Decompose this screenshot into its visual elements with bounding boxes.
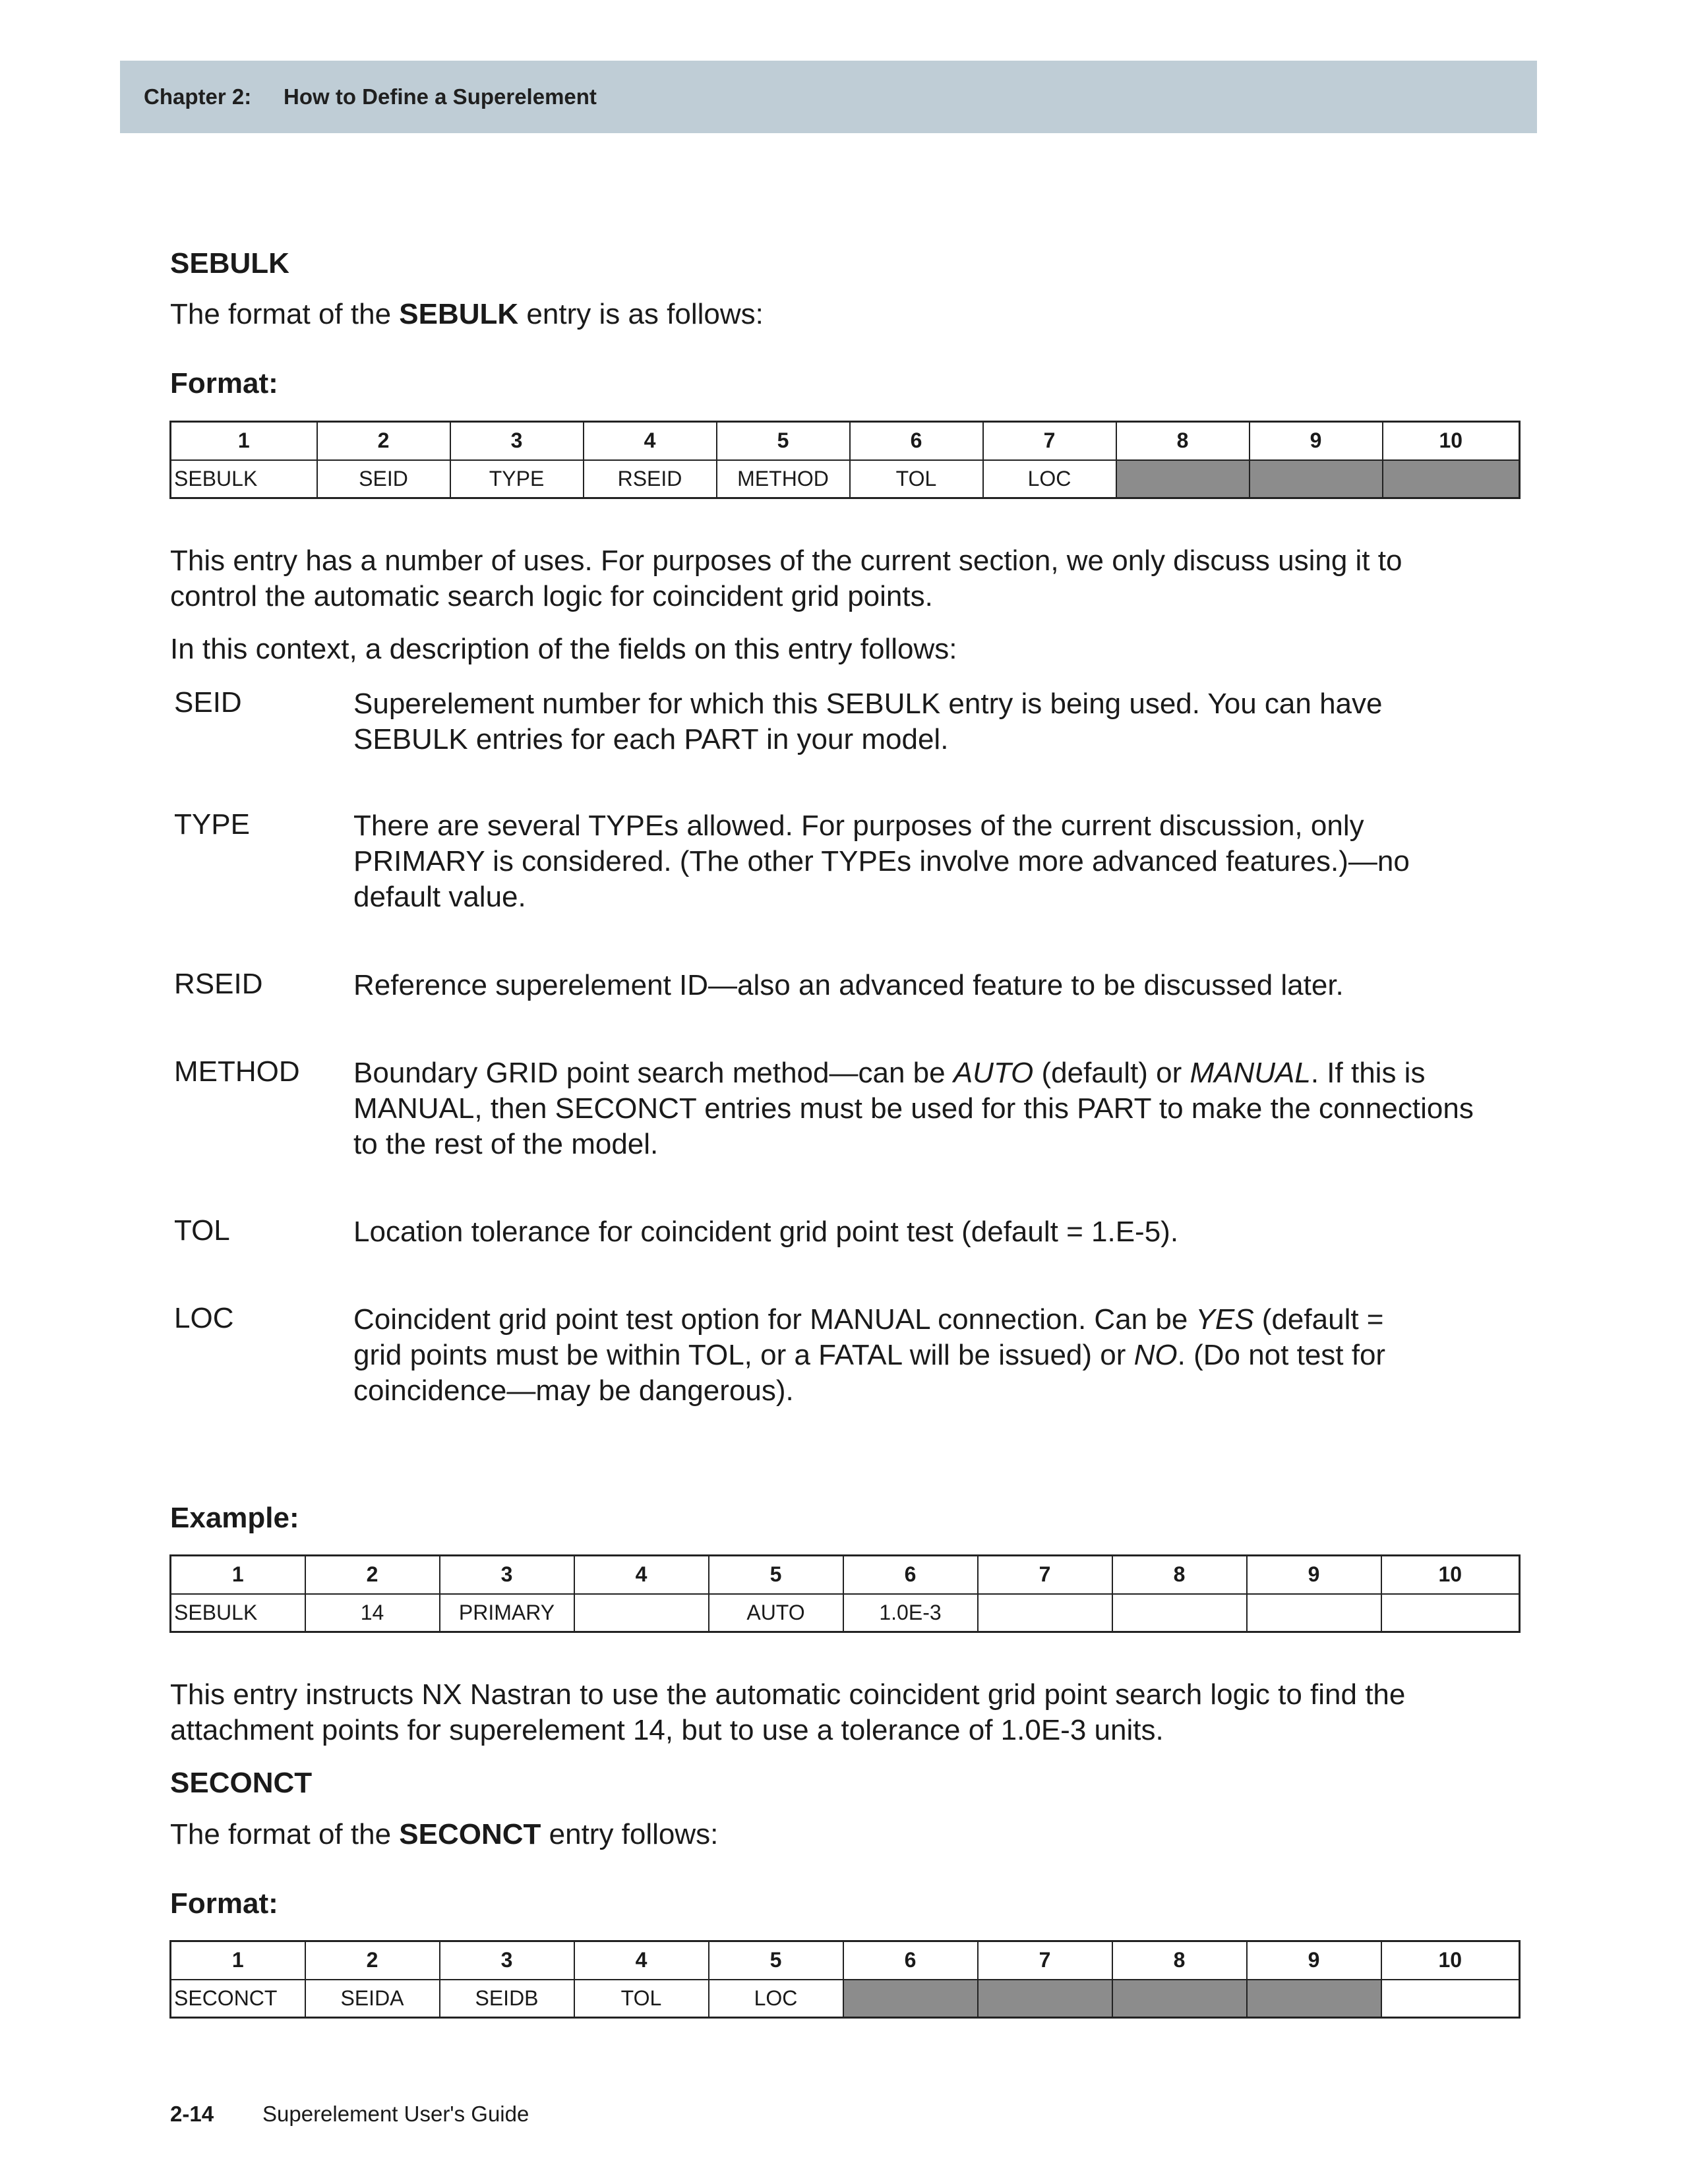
table-header-cell: 8: [1112, 1556, 1247, 1594]
table-cell: TYPE: [450, 460, 584, 498]
table-header-row: [171, 422, 1520, 460]
field-desc-method: Boundary GRID point search method—can be AUTO (default) or MANUAL. If this is MANUAL, then SECONCT entries must be used for this PART to make the connections to the rest of the model.: [353, 1057, 1474, 1160]
field-desc-loc: Coincident grid point test option for MANUAL connection. Can be YES (default = grid points must be within TOL, or a FATAL will be issued) or NO. (Do not test for coincidence—may be dangerous).: [353, 1303, 1386, 1407]
book-title: Superelement User's Guide: [262, 2102, 529, 2126]
table-header-cell: 8: [1116, 422, 1250, 460]
table-header-cell: 5: [717, 422, 850, 460]
chapter-title: How to Define a Superelement: [284, 84, 597, 109]
shaded-cell: [978, 1980, 1112, 2018]
table-header-cell: 1: [171, 1556, 305, 1594]
table-cell: AUTO: [709, 1594, 843, 1632]
table-cell: 1.0E-3: [843, 1594, 978, 1632]
sebulk-example-table: [169, 1554, 1521, 1633]
table-cell: METHOD: [717, 460, 850, 498]
sebulk-intro: The format of the SEBULK entry is as follows:: [170, 298, 764, 330]
table-cell: SEBULK: [171, 1594, 305, 1632]
table-header-cell: 1: [171, 422, 317, 460]
table-cell: LOC: [983, 460, 1116, 498]
table-header-cell: 7: [983, 422, 1116, 460]
table-cell: [1381, 1594, 1520, 1632]
table-header-cell: 2: [317, 422, 450, 460]
table-header-cell: 2: [305, 1941, 440, 1980]
table-row: [171, 1980, 1520, 2018]
table-cell: RSEID: [584, 460, 717, 498]
table-header-cell: 7: [978, 1941, 1112, 1980]
table-cell: [978, 1594, 1112, 1632]
field-name-rseid: RSEID: [174, 968, 263, 1000]
table-row: [171, 460, 1520, 498]
sebulk-format-label: Format:: [170, 367, 278, 399]
table-row: [171, 1594, 1520, 1632]
field-name-method: METHOD: [174, 1055, 300, 1088]
table-header-cell: 5: [709, 1556, 843, 1594]
seconct-heading: SECONCT: [170, 1767, 313, 1799]
sebulk-paragraph-1: This entry has a number of uses. For purposes of the current section, we only discuss using it to control the automatic search logic for coincident grid points.: [170, 545, 1402, 612]
table-header-cell: 10: [1381, 1556, 1520, 1594]
shaded-cell: [1250, 460, 1383, 498]
table-header-cell: 9: [1250, 422, 1383, 460]
table-cell: LOC: [709, 1980, 843, 2018]
shaded-cell: [1383, 460, 1520, 498]
example-explanation: This entry instructs NX Nastran to use the automatic coincident grid point search logic to find the attachment points for superelement 14, but to use a tolerance of 1.0E-3 units.: [170, 1678, 1406, 1746]
example-label: Example:: [170, 1502, 299, 1534]
table-header-row: [171, 1556, 1520, 1594]
table-cell: 14: [305, 1594, 440, 1632]
table-header-cell: 4: [584, 422, 717, 460]
table-header-cell: 4: [574, 1556, 709, 1594]
field-desc-type: There are several TYPEs allowed. For purposes of the current discussion, only PRIMARY is considered. (The other TYPEs involve more advanced features.)—no default value.: [353, 810, 1410, 913]
table-header-cell: 8: [1112, 1941, 1247, 1980]
table-cell: TOL: [574, 1980, 709, 2018]
table-header-cell: 4: [574, 1941, 709, 1980]
table-cell: SECONCT: [171, 1980, 305, 2018]
field-name-tol: TOL: [174, 1214, 230, 1247]
shaded-cell: [1112, 1980, 1247, 2018]
table-cell: SEID: [317, 460, 450, 498]
table-header-cell: 3: [440, 1556, 574, 1594]
table-header-cell: 10: [1381, 1941, 1520, 1980]
table-header-cell: 5: [709, 1941, 843, 1980]
field-desc-tol: Location tolerance for coincident grid point test (default = 1.E-5).: [353, 1216, 1179, 1248]
table-header-cell: 6: [843, 1556, 978, 1594]
table-header-cell: 3: [450, 422, 584, 460]
table-cell: [1112, 1594, 1247, 1632]
field-name-seid: SEID: [174, 686, 242, 719]
table-header-cell: 2: [305, 1556, 440, 1594]
field-desc-seid: Superelement number for which this SEBULK entry is being used. You can have SEBULK entries for each PART in your model.: [353, 688, 1383, 755]
page-number: 2-14: [170, 2102, 214, 2126]
seconct-format-table: [169, 1940, 1521, 2019]
field-desc-rseid: Reference superelement ID—also an advanced feature to be discussed later.: [353, 969, 1344, 1001]
shaded-cell: [843, 1980, 978, 2018]
table-header-cell: 6: [843, 1941, 978, 1980]
table-header-cell: 9: [1247, 1941, 1381, 1980]
seconct-format-label: Format:: [170, 1887, 278, 1920]
table-header-row: [171, 1941, 1520, 1980]
running-header: [120, 61, 1537, 133]
table-header-cell: 7: [978, 1556, 1112, 1594]
table-cell: SEBULK: [171, 460, 317, 498]
table-header-cell: 9: [1247, 1556, 1381, 1594]
sebulk-paragraph-2: In this context, a description of the fields on this entry follows:: [170, 633, 957, 665]
table-cell: [1381, 1980, 1520, 2018]
sebulk-format-table: [169, 421, 1521, 499]
table-cell: SEIDA: [305, 1980, 440, 2018]
table-header-cell: 1: [171, 1941, 305, 1980]
field-name-type: TYPE: [174, 808, 250, 841]
table-header-cell: 3: [440, 1941, 574, 1980]
table-cell: TOL: [850, 460, 983, 498]
shaded-cell: [1247, 1980, 1381, 2018]
table-header-cell: 10: [1383, 422, 1520, 460]
table-cell: PRIMARY: [440, 1594, 574, 1632]
table-header-cell: 6: [850, 422, 983, 460]
shaded-cell: [1116, 460, 1250, 498]
table-cell: [1247, 1594, 1381, 1632]
field-name-loc: LOC: [174, 1302, 234, 1334]
table-cell: [574, 1594, 709, 1632]
sebulk-heading: SEBULK: [170, 247, 289, 280]
table-cell: SEIDB: [440, 1980, 574, 2018]
seconct-intro: The format of the SECONCT entry follows:: [170, 1818, 719, 1850]
chapter-number: Chapter 2:: [144, 84, 252, 109]
